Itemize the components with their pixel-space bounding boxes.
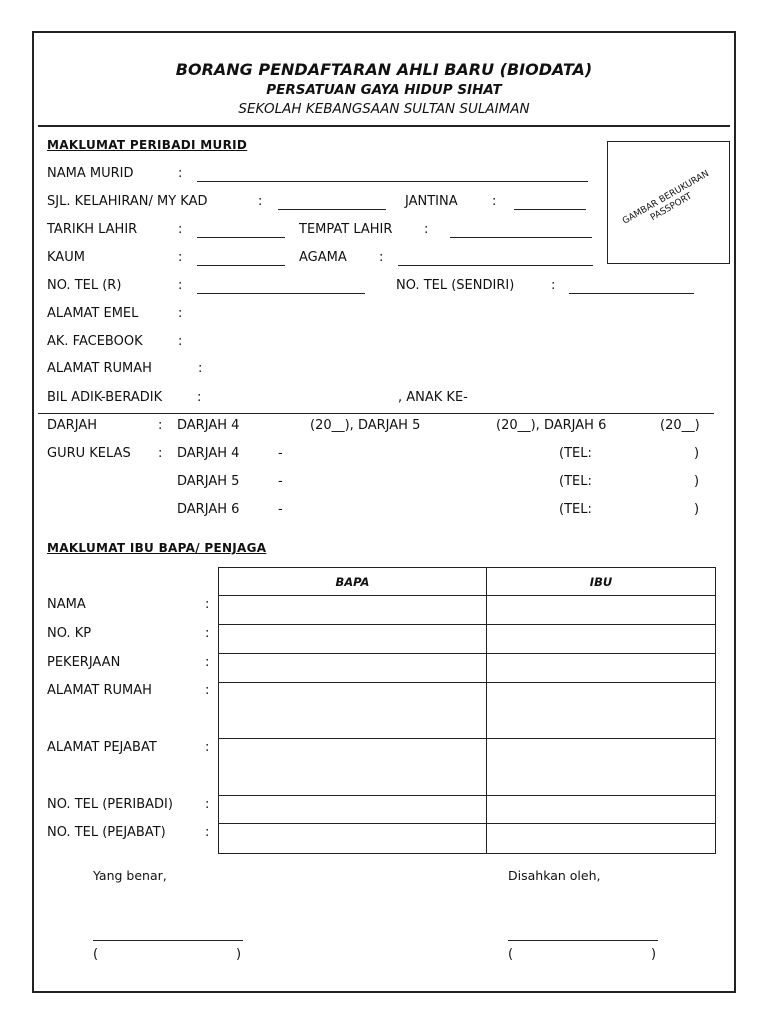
colon: : (551, 278, 556, 293)
colon: : (205, 597, 210, 612)
teacher-tel-label: (TEL: (559, 446, 592, 461)
tel-own-field[interactable] (569, 293, 694, 294)
colon: : (158, 446, 163, 461)
mother-tel-office-cell[interactable] (487, 824, 716, 854)
father-tel-personal-cell[interactable] (219, 796, 487, 824)
signature-right-label: Disahkan oleh, (508, 868, 601, 883)
colon: : (178, 278, 183, 293)
colon: : (197, 390, 202, 405)
tel-own-label: NO. TEL (SENDIRI) (396, 278, 515, 293)
dob-field[interactable] (197, 237, 285, 238)
class-divider (38, 413, 714, 414)
form-subtitle: PERSATUAN GAYA HIDUP SIHAT (266, 82, 502, 98)
parent-row-label: NO. TEL (PERIBADI) (47, 797, 173, 812)
col-father: BAPA (219, 568, 487, 596)
paren-close: ) (694, 474, 700, 489)
class5-year: (20__), DARJAH 6 (496, 418, 607, 433)
class4-label: DARJAH 4 (177, 418, 240, 433)
dash: - (278, 502, 283, 517)
pob-label: TEMPAT LAHIR (299, 222, 393, 237)
father-ic-cell[interactable] (219, 625, 487, 654)
dob-label: TARIKH LAHIR (47, 222, 138, 237)
colon: : (379, 250, 384, 265)
parent-row-label: NO. TEL (PEJABAT) (47, 825, 166, 840)
parent-row-label: ALAMAT RUMAH (47, 683, 152, 698)
mother-office-address-cell[interactable] (487, 739, 716, 796)
colon: : (178, 166, 183, 181)
colon: : (178, 250, 183, 265)
mother-home-address-cell[interactable] (487, 683, 716, 739)
mother-job-cell[interactable] (487, 654, 716, 683)
teacher-row-class4: DARJAH 4 (177, 446, 240, 461)
parent-row-label: ALAMAT PEJABAT (47, 740, 157, 755)
colon: : (205, 740, 210, 755)
father-job-cell[interactable] (219, 654, 487, 683)
photo-label: GAMBAR BERUKURAN PASSPORT (620, 168, 711, 227)
father-office-address-cell[interactable] (219, 739, 487, 796)
name-field[interactable] (197, 181, 588, 182)
colon: : (205, 655, 210, 670)
colon: : (205, 825, 210, 840)
paren-open: ( (508, 947, 514, 962)
mother-tel-personal-cell[interactable] (487, 796, 716, 824)
paren-close: ) (236, 947, 242, 962)
signature-right-line[interactable] (508, 940, 658, 941)
col-mother: IBU (487, 568, 716, 596)
birth-cert-field[interactable] (278, 209, 386, 210)
school-name: SEKOLAH KEBANGSAAN SULTAN SULAIMAN (238, 101, 530, 117)
name-label: NAMA MURID (47, 166, 134, 181)
parents-section-title: MAKLUMAT IBU BAPA/ PENJAGA (47, 541, 267, 555)
facebook-label: AK. FACEBOOK (47, 334, 143, 349)
class4-year: (20__), DARJAH 5 (310, 418, 421, 433)
teacher-label: GURU KELAS (47, 446, 131, 461)
tel-home-label: NO. TEL (R) (47, 278, 122, 293)
paren-open: ( (93, 947, 99, 962)
signature-left-line[interactable] (93, 940, 243, 941)
colon: : (158, 418, 163, 433)
header-divider (38, 125, 730, 127)
address-label: ALAMAT RUMAH (47, 361, 152, 376)
colon: : (178, 306, 183, 321)
colon: : (205, 626, 210, 641)
parents-table (218, 567, 716, 854)
passport-photo-box[interactable] (607, 141, 730, 264)
mother-ic-cell[interactable] (487, 625, 716, 654)
teacher-row-class5: DARJAH 5 (177, 474, 240, 489)
email-label: ALAMAT EMEL (47, 306, 139, 321)
gender-label: JANTINA (405, 194, 458, 209)
form-title: BORANG PENDAFTARAN AHLI BARU (BIODATA) (175, 60, 593, 79)
mother-name-cell[interactable] (487, 596, 716, 625)
colon: : (205, 683, 210, 698)
father-name-cell[interactable] (219, 596, 487, 625)
paren-close: ) (694, 446, 700, 461)
colon: : (258, 194, 263, 209)
birth-cert-label: SJL. KELAHIRAN/ MY KAD (47, 194, 208, 209)
signature-left-label: Yang benar, (93, 868, 167, 883)
teacher-tel-label: (TEL: (559, 474, 592, 489)
religion-field[interactable] (398, 265, 593, 266)
father-tel-office-cell[interactable] (219, 824, 487, 854)
teacher-tel-label: (TEL: (559, 502, 592, 517)
child-number-label: , ANAK KE- (398, 390, 468, 405)
parent-row-label: NAMA (47, 597, 86, 612)
siblings-label: BIL ADIK-BERADIK (47, 390, 163, 405)
student-section-title: MAKLUMAT PERIBADI MURID (47, 138, 248, 152)
race-label: KAUM (47, 250, 85, 265)
colon: : (205, 797, 210, 812)
dash: - (278, 474, 283, 489)
colon: : (178, 334, 183, 349)
parent-row-label: NO. KP (47, 626, 92, 641)
parent-row-label: PEKERJAAN (47, 655, 121, 670)
tel-home-field[interactable] (197, 293, 365, 294)
teacher-row-class6: DARJAH 6 (177, 502, 240, 517)
gender-field[interactable] (514, 209, 586, 210)
religion-label: AGAMA (299, 250, 347, 265)
paren-close: ) (694, 502, 700, 517)
colon: : (492, 194, 497, 209)
class-label: DARJAH (47, 418, 97, 433)
pob-field[interactable] (450, 237, 592, 238)
race-field[interactable] (197, 265, 285, 266)
father-home-address-cell[interactable] (219, 683, 487, 739)
dash: - (278, 446, 283, 461)
paren-close: ) (651, 947, 657, 962)
class6-year: (20__) (660, 418, 700, 433)
colon: : (178, 222, 183, 237)
colon: : (424, 222, 429, 237)
colon: : (198, 361, 203, 376)
